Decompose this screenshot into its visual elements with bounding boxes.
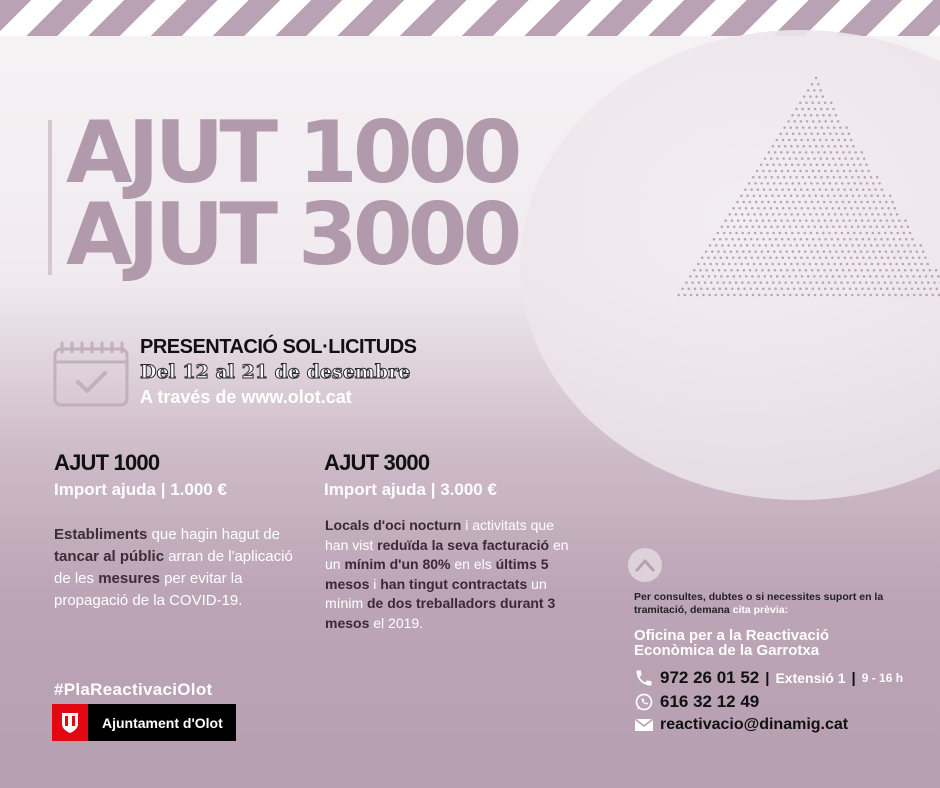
- ajut3000-desc-part: Locals d'oci nocturn: [325, 517, 462, 533]
- main-title: [66, 103, 518, 285]
- dotted-triangle: [676, 76, 940, 300]
- ajut1000-desc-part: Establiments: [54, 526, 148, 543]
- phone-row[interactable]: [634, 668, 903, 688]
- title-line-2: AJUT 3000: [66, 185, 518, 285]
- ajut3000-desc-part: un mínim: [325, 575, 547, 611]
- presentacio-heading: PRESENTACIÓ SOL·LICITUDS: [140, 336, 417, 358]
- ajut3000-desc-part: han tingut contractats: [380, 575, 528, 592]
- presentacio-block: [140, 336, 417, 408]
- ajut1000-desc-part: que hagin hagut de: [147, 526, 280, 543]
- separator: |: [851, 669, 856, 687]
- title-accent-line: [48, 120, 52, 275]
- ajut1000-description: [54, 524, 304, 612]
- chevron-up-icon: [635, 558, 655, 572]
- phone-icon: [634, 668, 654, 688]
- presentacio-web: A través de www.olot.cat: [140, 387, 352, 407]
- mail-icon: [634, 717, 654, 733]
- ajut1000-desc-part: mesures: [98, 570, 160, 587]
- ajut3000-desc-part: en un: [325, 536, 569, 572]
- ajut3000-desc-part: i: [369, 575, 381, 592]
- ajut1000-import: Import ajuda | 1.000 €: [54, 480, 227, 499]
- office-line-1: Oficina per a la Reactivació: [634, 627, 830, 644]
- ajut3000-desc-part: i activitats que han vist: [325, 517, 554, 553]
- ajut3000-title: AJUT 3000: [324, 450, 430, 475]
- consultes-main: Per consultes, dubtes o si necessites suport en la tramitació, demana: [634, 591, 884, 616]
- separator: |: [765, 669, 770, 687]
- cita-previa[interactable]: cita prèvia:: [732, 604, 789, 616]
- ajut3000-desc-part: últims 5 mesos: [325, 556, 549, 592]
- presentacio-dates: Del 12 al 21 de desembre: [140, 361, 411, 383]
- email-address[interactable]: reactivacio@dinamig.cat: [660, 716, 849, 733]
- ajut3000-description: [325, 516, 575, 633]
- scroll-up-button[interactable]: [628, 548, 662, 582]
- email-row[interactable]: [634, 716, 848, 734]
- office-hours: 9 - 16 h: [861, 671, 904, 685]
- ajut3000-desc-part: el 2019.: [369, 614, 424, 631]
- whatsapp-row[interactable]: [634, 692, 759, 712]
- ajut1000-desc-part: tancar al públic: [54, 548, 165, 565]
- logo-text: Ajuntament d'Olot: [102, 714, 223, 731]
- olot-shield-icon: [52, 704, 88, 741]
- ajut3000-desc-part: de dos treballadors durant 3 mesos: [325, 595, 556, 631]
- ajuntament-logo[interactable]: [52, 704, 236, 741]
- whatsapp-number[interactable]: 616 32 12 49: [660, 692, 760, 711]
- ajut3000-desc-part: mínim d'un 80%: [344, 556, 451, 572]
- phone-number[interactable]: 972 26 01 52: [660, 668, 760, 687]
- whatsapp-icon: [634, 692, 654, 712]
- ajut1000-title: AJUT 1000: [54, 450, 160, 475]
- consultes-text: [634, 591, 924, 617]
- office-name: [634, 628, 894, 658]
- ajut1000-desc-part: arran de l'aplicació de les: [54, 548, 293, 587]
- ajut3000-import: Import ajuda | 3.000 €: [324, 480, 497, 499]
- ajut3000-header: [324, 450, 497, 500]
- title-line-1: AJUT 1000: [66, 103, 518, 203]
- hashtag[interactable]: #PlaReactivaciOlot: [54, 680, 213, 699]
- phone-extension: Extensió 1: [775, 670, 846, 686]
- ajut1000-header: [54, 450, 227, 500]
- office-line-2: Econòmica de la Garrotxa: [634, 642, 820, 659]
- ajut3000-desc-part: reduïda la seva facturació: [377, 536, 550, 553]
- ajut1000-desc-part: per evitar la propagació de la COVID-19.: [54, 570, 243, 609]
- calendar-check-icon: [52, 340, 130, 408]
- ajut3000-desc-part: en els: [450, 556, 496, 572]
